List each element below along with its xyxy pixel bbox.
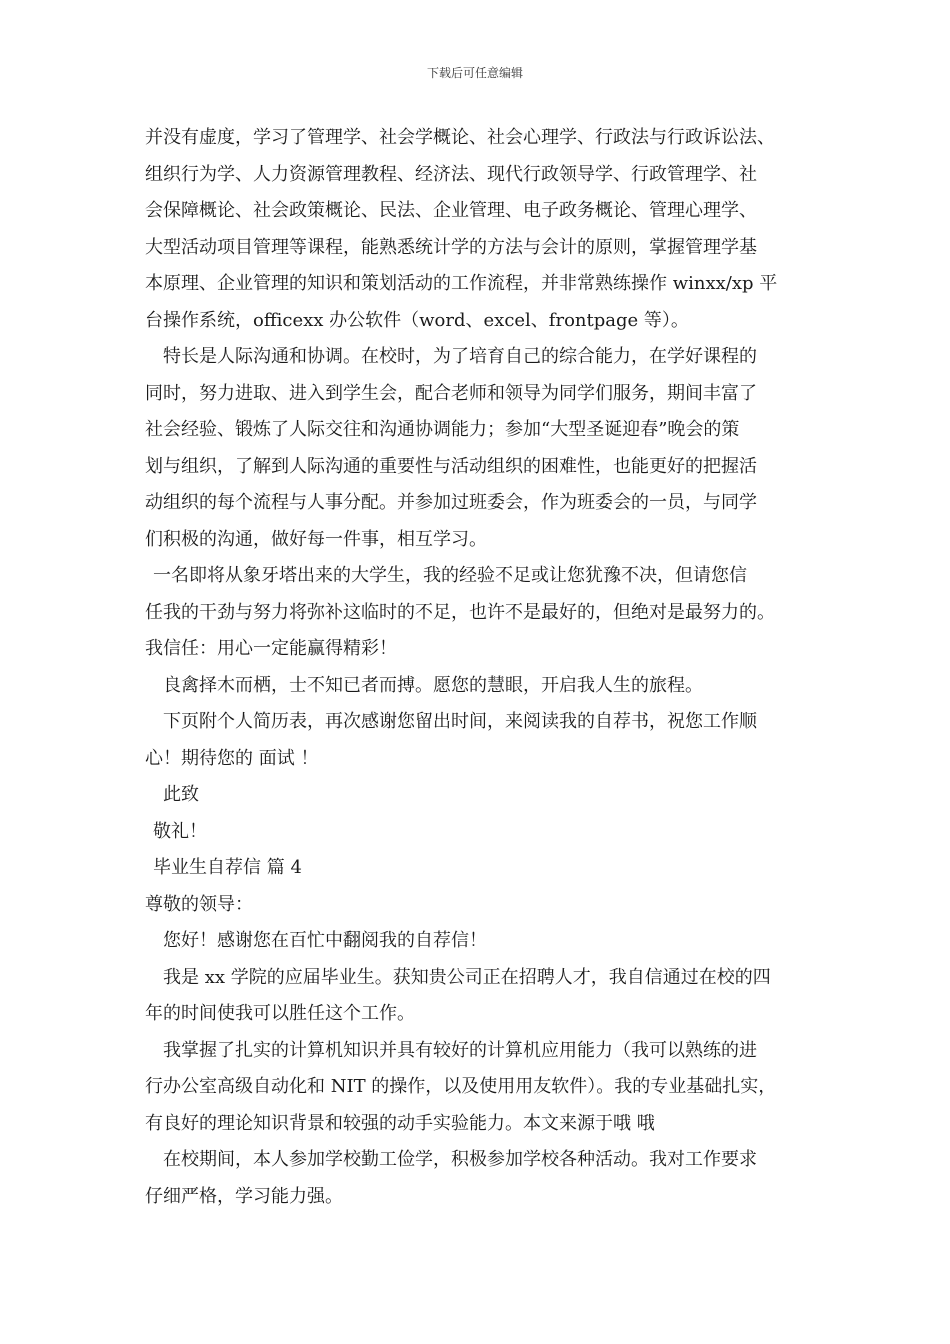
text-line: 良禽择木而栖，士不知已者而搏。愿您的慧眼，开启我人生的旅程。 xyxy=(163,674,703,696)
text-line: 们积极的沟通，做好每一件事，相互学习。 xyxy=(145,528,487,550)
document-body xyxy=(145,120,825,1215)
text-line: 特长是人际沟通和协调。在校时，为了培育自己的综合能力，在学好课程的 xyxy=(163,346,757,367)
text-line: 此致 xyxy=(163,784,199,805)
text-line: 我信任：用心一定能赢得精彩！ xyxy=(145,638,397,659)
text-line: 年的时间使我可以胜任这个工作。 xyxy=(145,1003,415,1024)
text-line: 大型活动项目管理等课程，能熟悉统计学的方法与会计的原则，掌握管理学基 xyxy=(145,236,757,258)
page-header: 下载后可任意编辑 xyxy=(426,66,523,80)
text-line: 一名即将从象牙塔出来的大学生，我的经验不足或让您犹豫不决，但请您信 xyxy=(153,565,747,586)
text-line: 敬礼！ xyxy=(153,820,207,842)
text-line: 社会经验、锻炼了人际交往和沟通协调能力；参加“大型圣诞迎春”晚会的策 xyxy=(145,419,740,440)
text-line: 有良好的理论知识背景和较强的动手实验能力。本文来源于哦 哦 xyxy=(145,1112,655,1134)
salutation: 尊敬的领导： xyxy=(145,893,253,915)
text-line: 动组织的每个流程与人事分配。并参加过班委会，作为班委会的一员，与同学 xyxy=(145,492,757,513)
text-line: 下页附个人简历表，再次感谢您留出时间，来阅读我的自荐书，祝您工作顺 xyxy=(163,711,757,732)
text-line: 心！期待您的 面试 ！ xyxy=(145,747,319,769)
text-line: 在校期间，本人参加学校勤工俭学，积极参加学校各种活动。我对工作要求 xyxy=(163,1149,757,1170)
text-line: 仔细严格，学习能力强。 xyxy=(145,1185,343,1207)
text-line: 组织行为学、人力资源管理教程、经济法、现代行政领导学、行政管理学、社 xyxy=(145,163,757,185)
text-line: 我是 xx 学院的应届毕业生。获知贵公司正在招聘人才，我自信通过在校的四 xyxy=(163,966,771,988)
text-line: 我掌握了扎实的计算机知识并具有较好的计算机应用能力（我可以熟练的进 xyxy=(163,1039,757,1061)
text-line: 任我的干劲与努力将弥补这临时的不足，也许不是最好的，但绝对是最努力的。 xyxy=(145,601,775,623)
text-line: 同时，努力进取、进入到学生会，配合老师和领导为同学们服务，期间丰富了 xyxy=(145,382,757,404)
text-line: 划与组织，了解到人际沟通的重要性与活动组织的困难性，也能更好的把握活 xyxy=(145,455,757,477)
text-line: 台操作系统，officexx 办公软件（word、excel、frontpage 等）。 xyxy=(145,309,689,331)
text-line: 并没有虚度，学习了管理学、社会学概论、社会心理学、行政法与行政诉讼法、 xyxy=(145,127,775,148)
text-line: 行办公室高级自动化和 NIT 的操作，以及使用用友软件）。我的专业基础扎实， xyxy=(145,1076,777,1097)
text-line: 会保障概论、社会政策概论、民法、企业管理、电子政务概论、管理心理学、 xyxy=(145,200,757,221)
section-title: 毕业生自荐信 篇 4 xyxy=(153,857,302,878)
text-line: 您好！感谢您在百忙中翻阅我的自荐信！ xyxy=(163,930,487,951)
text-line: 本原理、企业管理的知识和策划活动的工作流程，并非常熟练操作 winxx/xp 平 xyxy=(145,273,778,294)
